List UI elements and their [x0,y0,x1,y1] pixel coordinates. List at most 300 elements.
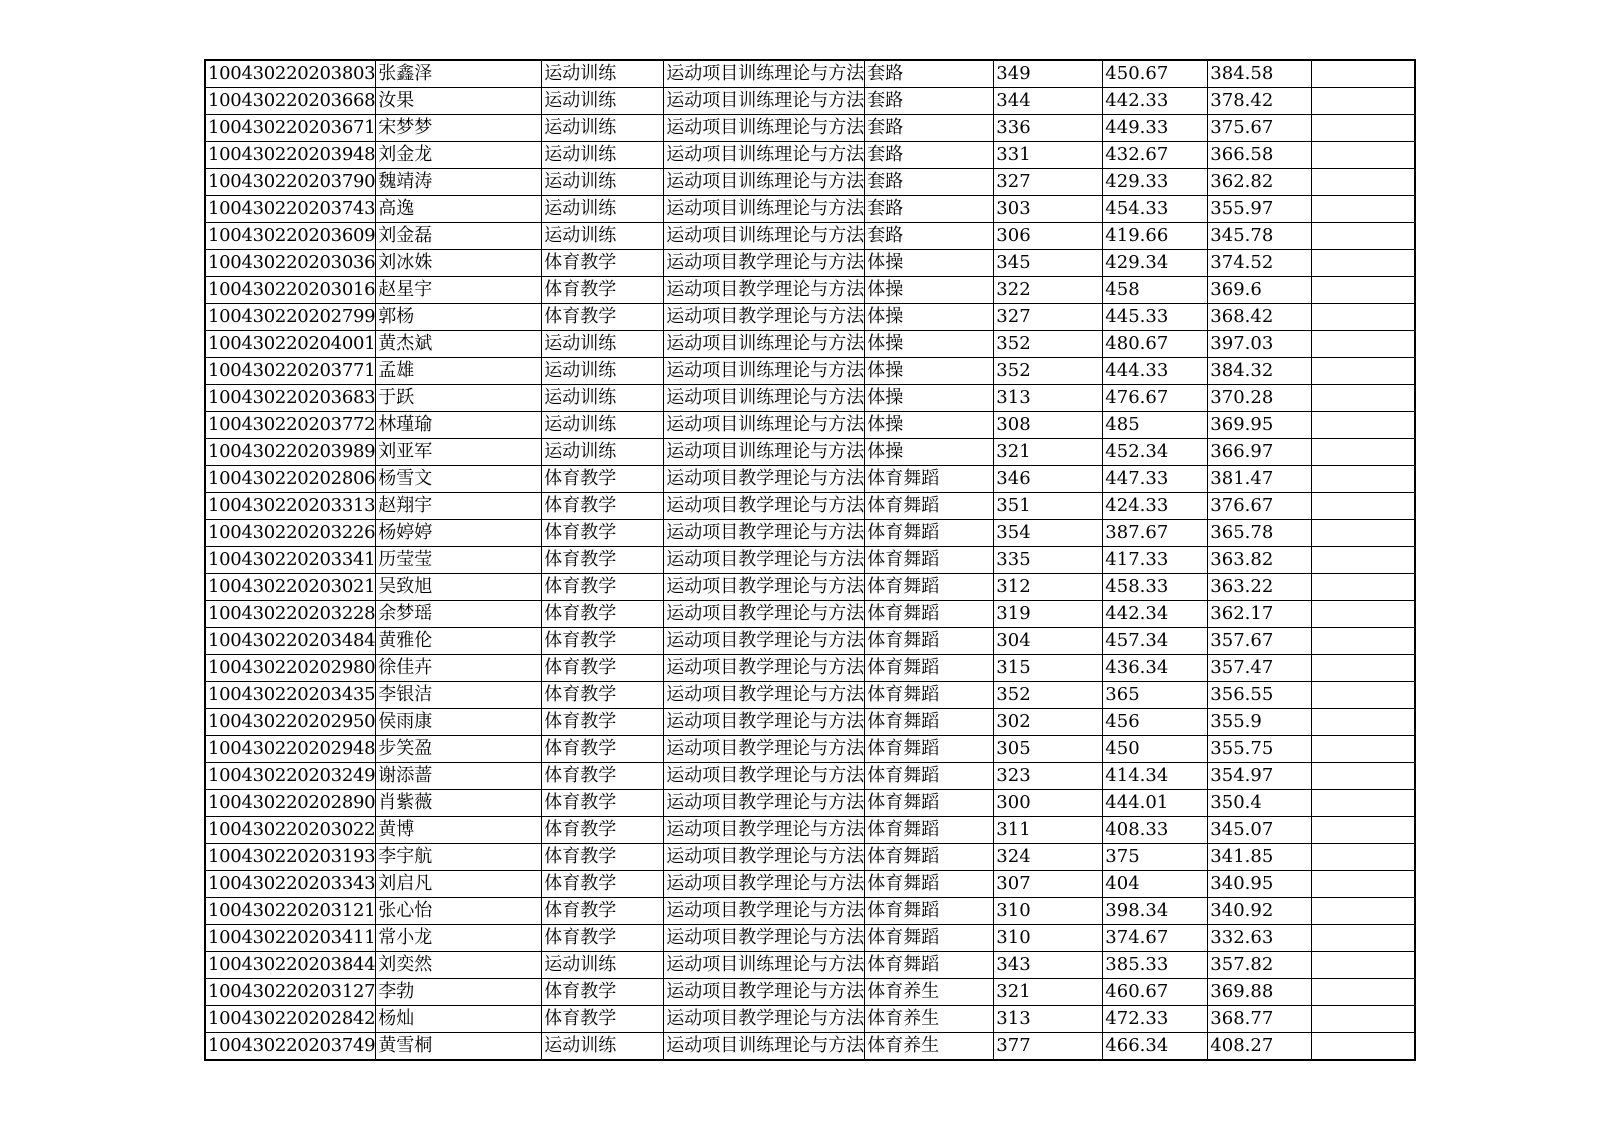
table-row [205,871,1415,898]
direction-cell: 运动项目训练理论与方法 [664,952,865,979]
total-score-cell: 363.82 [1208,547,1312,574]
name-cell: 黄杰斌 [376,331,542,358]
total-score-cell: 340.95 [1208,871,1312,898]
score-1-cell: 306 [994,223,1103,250]
score-1-cell: 305 [994,736,1103,763]
score-2-cell: 456 [1103,709,1208,736]
name-cell: 赵翔宇 [376,493,542,520]
direction-cell: 运动项目训练理论与方法 [664,385,865,412]
major-cell: 运动训练 [542,1033,664,1061]
sport-item-cell: 体操 [865,412,994,439]
major-cell: 体育教学 [542,304,664,331]
admission-id-cell: 100430220203343 [205,871,376,898]
score-2-cell: 457.34 [1103,628,1208,655]
empty-cell [1312,763,1416,790]
empty-cell [1312,1006,1416,1033]
admission-id-cell: 100430220203228 [205,601,376,628]
sport-item-cell: 体操 [865,385,994,412]
empty-cell [1312,466,1416,493]
admission-id-cell: 100430220202842 [205,1006,376,1033]
direction-cell: 运动项目训练理论与方法 [664,439,865,466]
total-score-cell: 357.82 [1208,952,1312,979]
name-cell: 侯雨康 [376,709,542,736]
major-cell: 体育教学 [542,520,664,547]
score-2-cell: 387.67 [1103,520,1208,547]
direction-cell: 运动项目教学理论与方法 [664,1006,865,1033]
sport-item-cell: 体育舞蹈 [865,871,994,898]
empty-cell [1312,736,1416,763]
score-2-cell: 444.01 [1103,790,1208,817]
score-2-cell: 442.34 [1103,601,1208,628]
major-cell: 体育教学 [542,628,664,655]
score-1-cell: 321 [994,979,1103,1006]
score-1-cell: 324 [994,844,1103,871]
total-score-cell: 369.88 [1208,979,1312,1006]
sport-item-cell: 体育舞蹈 [865,763,994,790]
score-1-cell: 327 [994,169,1103,196]
admission-id-cell: 100430220203668 [205,88,376,115]
admission-id-cell: 100430220203036 [205,250,376,277]
sport-item-cell: 体育舞蹈 [865,493,994,520]
direction-cell: 运动项目教学理论与方法 [664,709,865,736]
empty-cell [1312,628,1416,655]
score-1-cell: 321 [994,439,1103,466]
name-cell: 黄博 [376,817,542,844]
total-score-cell: 370.28 [1208,385,1312,412]
total-score-cell: 357.67 [1208,628,1312,655]
major-cell: 体育教学 [542,898,664,925]
name-cell: 刘奕然 [376,952,542,979]
total-score-cell: 355.97 [1208,196,1312,223]
name-cell: 李勃 [376,979,542,1006]
empty-cell [1312,520,1416,547]
total-score-cell: 397.03 [1208,331,1312,358]
score-2-cell: 460.67 [1103,979,1208,1006]
sport-item-cell: 体操 [865,331,994,358]
admission-id-cell: 100430220203341 [205,547,376,574]
sport-item-cell: 体育养生 [865,1033,994,1061]
major-cell: 体育教学 [542,601,664,628]
total-score-cell: 354.97 [1208,763,1312,790]
empty-cell [1312,709,1416,736]
name-cell: 张心怡 [376,898,542,925]
table-row [205,358,1415,385]
direction-cell: 运动项目教学理论与方法 [664,601,865,628]
total-score-cell: 356.55 [1208,682,1312,709]
admission-id-cell: 100430220203771 [205,358,376,385]
table-row [205,196,1415,223]
direction-cell: 运动项目训练理论与方法 [664,223,865,250]
major-cell: 运动训练 [542,223,664,250]
empty-cell [1312,385,1416,412]
direction-cell: 运动项目教学理论与方法 [664,817,865,844]
score-1-cell: 310 [994,925,1103,952]
table-row [205,385,1415,412]
table-row [205,601,1415,628]
score-1-cell: 312 [994,574,1103,601]
score-2-cell: 432.67 [1103,142,1208,169]
direction-cell: 运动项目教学理论与方法 [664,682,865,709]
sport-item-cell: 体操 [865,358,994,385]
score-1-cell: 319 [994,601,1103,628]
major-cell: 体育教学 [542,709,664,736]
score-1-cell: 307 [994,871,1103,898]
score-1-cell: 303 [994,196,1103,223]
direction-cell: 运动项目教学理论与方法 [664,493,865,520]
table-row [205,763,1415,790]
score-1-cell: 308 [994,412,1103,439]
score-1-cell: 302 [994,709,1103,736]
total-score-cell: 368.42 [1208,304,1312,331]
empty-cell [1312,790,1416,817]
score-2-cell: 429.34 [1103,250,1208,277]
name-cell: 杨婷婷 [376,520,542,547]
score-2-cell: 414.34 [1103,763,1208,790]
score-1-cell: 327 [994,304,1103,331]
total-score-cell: 369.6 [1208,277,1312,304]
direction-cell: 运动项目训练理论与方法 [664,331,865,358]
score-1-cell: 352 [994,358,1103,385]
score-2-cell: 429.33 [1103,169,1208,196]
score-1-cell: 323 [994,763,1103,790]
empty-cell [1312,574,1416,601]
sport-item-cell: 体操 [865,304,994,331]
empty-cell [1312,358,1416,385]
score-1-cell: 331 [994,142,1103,169]
major-cell: 运动训练 [542,331,664,358]
admission-id-cell: 100430220203193 [205,844,376,871]
table-row [205,60,1415,88]
score-1-cell: 352 [994,331,1103,358]
admission-id-cell: 100430220203484 [205,628,376,655]
admission-id-cell: 100430220202950 [205,709,376,736]
direction-cell: 运动项目教学理论与方法 [664,871,865,898]
total-score-cell: 374.52 [1208,250,1312,277]
score-2-cell: 454.33 [1103,196,1208,223]
score-2-cell: 424.33 [1103,493,1208,520]
empty-cell [1312,169,1416,196]
sport-item-cell: 套路 [865,223,994,250]
admission-id-cell: 100430220203772 [205,412,376,439]
empty-cell [1312,655,1416,682]
direction-cell: 运动项目教学理论与方法 [664,466,865,493]
direction-cell: 运动项目教学理论与方法 [664,547,865,574]
major-cell: 体育教学 [542,277,664,304]
admission-id-cell: 100430220203313 [205,493,376,520]
table-row [205,682,1415,709]
admission-id-cell: 100430220203435 [205,682,376,709]
score-1-cell: 322 [994,277,1103,304]
score-1-cell: 351 [994,493,1103,520]
score-2-cell: 436.34 [1103,655,1208,682]
empty-cell [1312,331,1416,358]
table-row [205,493,1415,520]
name-cell: 刘冰姝 [376,250,542,277]
major-cell: 体育教学 [542,817,664,844]
sport-item-cell: 体育舞蹈 [865,628,994,655]
empty-cell [1312,115,1416,142]
sport-item-cell: 体育舞蹈 [865,844,994,871]
score-1-cell: 313 [994,385,1103,412]
admission-id-cell: 100430220202799 [205,304,376,331]
score-2-cell: 445.33 [1103,304,1208,331]
score-2-cell: 385.33 [1103,952,1208,979]
empty-cell [1312,439,1416,466]
score-2-cell: 398.34 [1103,898,1208,925]
direction-cell: 运动项目训练理论与方法 [664,196,865,223]
direction-cell: 运动项目训练理论与方法 [664,358,865,385]
direction-cell: 运动项目教学理论与方法 [664,250,865,277]
empty-cell [1312,304,1416,331]
table-row [205,979,1415,1006]
major-cell: 体育教学 [542,736,664,763]
direction-cell: 运动项目训练理论与方法 [664,169,865,196]
major-cell: 体育教学 [542,250,664,277]
admission-id-cell: 100430220202948 [205,736,376,763]
name-cell: 魏靖涛 [376,169,542,196]
empty-cell [1312,412,1416,439]
empty-cell [1312,682,1416,709]
score-1-cell: 344 [994,88,1103,115]
sport-item-cell: 体育舞蹈 [865,736,994,763]
total-score-cell: 375.67 [1208,115,1312,142]
admission-id-cell: 100430220203249 [205,763,376,790]
score-table [204,59,1416,1061]
name-cell: 步笑盈 [376,736,542,763]
admission-id-cell: 100430220203609 [205,223,376,250]
score-2-cell: 375 [1103,844,1208,871]
admission-id-cell: 100430220202890 [205,790,376,817]
total-score-cell: 381.47 [1208,466,1312,493]
table-row [205,628,1415,655]
table-row [205,439,1415,466]
score-2-cell: 452.34 [1103,439,1208,466]
name-cell: 于跃 [376,385,542,412]
major-cell: 体育教学 [542,979,664,1006]
sport-item-cell: 套路 [865,115,994,142]
empty-cell [1312,898,1416,925]
score-1-cell: 304 [994,628,1103,655]
sport-item-cell: 体育舞蹈 [865,574,994,601]
major-cell: 运动训练 [542,412,664,439]
empty-cell [1312,88,1416,115]
table-row [205,736,1415,763]
total-score-cell: 368.77 [1208,1006,1312,1033]
score-1-cell: 310 [994,898,1103,925]
sport-item-cell: 体育舞蹈 [865,547,994,574]
empty-cell [1312,250,1416,277]
direction-cell: 运动项目教学理论与方法 [664,844,865,871]
empty-cell [1312,1033,1416,1061]
major-cell: 运动训练 [542,60,664,88]
table-row [205,304,1415,331]
direction-cell: 运动项目教学理论与方法 [664,628,865,655]
table-row [205,223,1415,250]
admission-id-cell: 100430220203022 [205,817,376,844]
direction-cell: 运动项目训练理论与方法 [664,142,865,169]
sport-item-cell: 套路 [865,88,994,115]
sport-item-cell: 套路 [865,169,994,196]
direction-cell: 运动项目教学理论与方法 [664,520,865,547]
score-1-cell: 311 [994,817,1103,844]
admission-id-cell: 100430220203844 [205,952,376,979]
score-2-cell: 417.33 [1103,547,1208,574]
score-2-cell: 450.67 [1103,60,1208,88]
name-cell: 徐佳卉 [376,655,542,682]
total-score-cell: 369.95 [1208,412,1312,439]
direction-cell: 运动项目教学理论与方法 [664,655,865,682]
sport-item-cell: 体育舞蹈 [865,709,994,736]
admission-id-cell: 100430220203803 [205,60,376,88]
admission-id-cell: 100430220202806 [205,466,376,493]
major-cell: 运动训练 [542,439,664,466]
major-cell: 体育教学 [542,493,664,520]
table-row [205,790,1415,817]
direction-cell: 运动项目训练理论与方法 [664,115,865,142]
direction-cell: 运动项目教学理论与方法 [664,736,865,763]
table-row [205,277,1415,304]
total-score-cell: 355.9 [1208,709,1312,736]
admission-id-cell: 100430220203671 [205,115,376,142]
name-cell: 张鑫泽 [376,60,542,88]
empty-cell [1312,142,1416,169]
score-2-cell: 476.67 [1103,385,1208,412]
sport-item-cell: 体育舞蹈 [865,790,994,817]
score-2-cell: 365 [1103,682,1208,709]
empty-cell [1312,817,1416,844]
direction-cell: 运动项目教学理论与方法 [664,979,865,1006]
sport-item-cell: 体育舞蹈 [865,520,994,547]
table-row [205,466,1415,493]
score-1-cell: 377 [994,1033,1103,1061]
major-cell: 体育教学 [542,655,664,682]
sport-item-cell: 体育养生 [865,1006,994,1033]
total-score-cell: 355.75 [1208,736,1312,763]
admission-id-cell: 100430220203743 [205,196,376,223]
sport-item-cell: 体育舞蹈 [865,898,994,925]
major-cell: 体育教学 [542,574,664,601]
empty-cell [1312,952,1416,979]
score-2-cell: 442.33 [1103,88,1208,115]
total-score-cell: 365.78 [1208,520,1312,547]
name-cell: 刘亚军 [376,439,542,466]
empty-cell [1312,196,1416,223]
major-cell: 运动训练 [542,196,664,223]
admission-id-cell: 100430220203127 [205,979,376,1006]
name-cell: 肖紫薇 [376,790,542,817]
empty-cell [1312,871,1416,898]
empty-cell [1312,223,1416,250]
table-row [205,520,1415,547]
total-score-cell: 345.78 [1208,223,1312,250]
total-score-cell: 363.22 [1208,574,1312,601]
major-cell: 运动训练 [542,358,664,385]
empty-cell [1312,60,1416,88]
major-cell: 体育教学 [542,925,664,952]
major-cell: 体育教学 [542,871,664,898]
score-1-cell: 336 [994,115,1103,142]
total-score-cell: 384.32 [1208,358,1312,385]
name-cell: 汝果 [376,88,542,115]
total-score-cell: 408.27 [1208,1033,1312,1061]
table-row [205,574,1415,601]
total-score-cell: 345.07 [1208,817,1312,844]
major-cell: 运动训练 [542,385,664,412]
sport-item-cell: 套路 [865,196,994,223]
direction-cell: 运动项目教学理论与方法 [664,925,865,952]
score-1-cell: 345 [994,250,1103,277]
name-cell: 李银洁 [376,682,542,709]
table-row [205,547,1415,574]
total-score-cell: 341.85 [1208,844,1312,871]
score-1-cell: 335 [994,547,1103,574]
table-row [205,655,1415,682]
score-2-cell: 472.33 [1103,1006,1208,1033]
score-1-cell: 352 [994,682,1103,709]
admission-id-cell: 100430220203683 [205,385,376,412]
score-2-cell: 447.33 [1103,466,1208,493]
direction-cell: 运动项目教学理论与方法 [664,574,865,601]
total-score-cell: 340.92 [1208,898,1312,925]
admission-id-cell: 100430220202980 [205,655,376,682]
score-2-cell: 480.67 [1103,331,1208,358]
sport-item-cell: 体操 [865,439,994,466]
sport-item-cell: 体育舞蹈 [865,601,994,628]
score-2-cell: 404 [1103,871,1208,898]
name-cell: 余梦瑶 [376,601,542,628]
major-cell: 体育教学 [542,790,664,817]
admission-id-cell: 100430220203016 [205,277,376,304]
total-score-cell: 376.67 [1208,493,1312,520]
table-row [205,709,1415,736]
table-row [205,115,1415,142]
name-cell: 谢添蔷 [376,763,542,790]
admission-id-cell: 100430220203989 [205,439,376,466]
table-row [205,898,1415,925]
admission-id-cell: 100430220203021 [205,574,376,601]
table-row [205,925,1415,952]
sport-item-cell: 体育舞蹈 [865,817,994,844]
name-cell: 孟雄 [376,358,542,385]
empty-cell [1312,601,1416,628]
major-cell: 体育教学 [542,763,664,790]
name-cell: 历莹莹 [376,547,542,574]
sport-item-cell: 体育舞蹈 [865,952,994,979]
total-score-cell: 362.82 [1208,169,1312,196]
name-cell: 林瑾瑜 [376,412,542,439]
sport-item-cell: 体育舞蹈 [865,925,994,952]
sport-item-cell: 套路 [865,60,994,88]
score-2-cell: 419.66 [1103,223,1208,250]
score-2-cell: 450 [1103,736,1208,763]
name-cell: 杨灿 [376,1006,542,1033]
score-2-cell: 466.34 [1103,1033,1208,1061]
major-cell: 体育教学 [542,844,664,871]
name-cell: 赵星宇 [376,277,542,304]
major-cell: 体育教学 [542,682,664,709]
sport-item-cell: 体操 [865,250,994,277]
name-cell: 刘金磊 [376,223,542,250]
score-1-cell: 300 [994,790,1103,817]
direction-cell: 运动项目训练理论与方法 [664,1033,865,1061]
admission-id-cell: 100430220203790 [205,169,376,196]
table-row [205,250,1415,277]
name-cell: 宋梦梦 [376,115,542,142]
score-2-cell: 444.33 [1103,358,1208,385]
admission-id-cell: 100430220203411 [205,925,376,952]
empty-cell [1312,925,1416,952]
score-2-cell: 374.67 [1103,925,1208,952]
